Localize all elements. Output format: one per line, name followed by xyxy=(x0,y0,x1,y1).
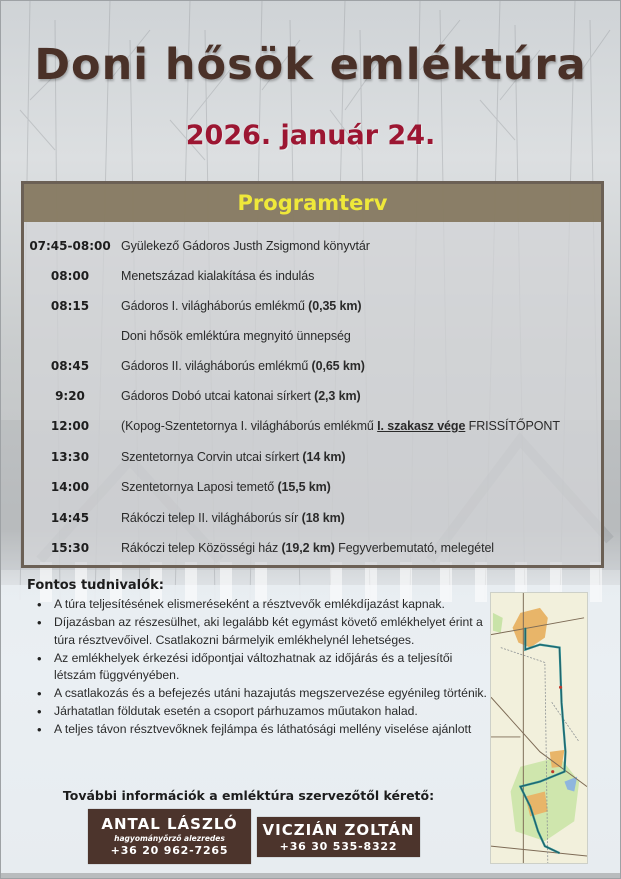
schedule-row xyxy=(24,236,601,256)
contact-name: VICZIÁN ZOLTÁN xyxy=(262,821,415,839)
event-date: 2026. január 24. xyxy=(185,120,436,151)
schedule-row xyxy=(24,416,601,436)
section-end-label: I. szakasz vége xyxy=(377,419,466,433)
row-description: Menetszázad kialakítása és indulás xyxy=(121,269,315,283)
program-schedule xyxy=(21,181,604,568)
row-description: Rákóczi telep II. világháborús sír (18 km) xyxy=(121,511,345,525)
row-distance: (15,5 km) xyxy=(277,480,331,494)
note-item: • A csatlakozás és a befejezés utáni hazajutás megszervezése egyénileg történik. xyxy=(37,685,487,703)
poster-title: Doni hősök emléktúra xyxy=(34,40,587,90)
row-description: Gádoros I. világháborús emlékmű (0,35 km) xyxy=(121,299,362,313)
schedule-row xyxy=(24,386,601,406)
route-map xyxy=(490,592,588,864)
notes-heading: Fontos tudnivalók: xyxy=(27,578,164,593)
note-item: • Díjazásban az részesülhet, aki legalább két egymást követő emlékhelyet érint a túra résztvevőivel. Csatlakozni bármelyik emlékhelynél lehetséges. xyxy=(37,614,487,649)
note-item: • A túra teljesítésének elismeréseként a résztvevők emlékdíjazást kapnak. xyxy=(37,596,487,614)
row-description: Gádoros Dobó utcai katonai sírkert (2,3 km) xyxy=(121,389,361,403)
schedule-row xyxy=(24,447,601,467)
row-distance: (14 km) xyxy=(302,450,346,464)
row-time: 07:45-08:00 xyxy=(29,239,111,253)
row-distance: (0,35 km) xyxy=(308,299,362,313)
row-distance: (0,65 km) xyxy=(311,359,365,373)
schedule-row xyxy=(24,296,601,316)
row-description: Rákóczi telep Közösségi ház (19,2 km) Fegyverbemutató, melegétel xyxy=(121,541,494,555)
contact-rank: hagyományőrző alezredes xyxy=(114,834,225,843)
row-time: 14:45 xyxy=(50,511,90,525)
contact-card-viczian xyxy=(257,817,420,857)
bottom-strip xyxy=(0,873,621,879)
row-description: Gyülekező Gádoros Justh Zsigmond könyvtár xyxy=(121,239,370,253)
row-description: (Kopog-Szentetornya I. világháborús emlékmű I. szakasz vége FRISSÍTŐPONT xyxy=(121,419,560,433)
contact-heading: További információk a emléktúra szervezőtől kérető: xyxy=(62,788,435,803)
contact-card-antal xyxy=(88,809,251,864)
row-distance: (19,2 km) xyxy=(281,541,335,555)
row-description: Szentetornya Laposi temető (15,5 km) xyxy=(121,480,331,494)
contact-phone[interactable]: +36 30 535-8322 xyxy=(279,840,398,853)
note-item: • Járhatatlan földutak esetén a csoport párhuzamos műutakon halad. xyxy=(37,703,487,721)
program-heading: Programterv xyxy=(24,184,601,222)
row-distance: (18 km) xyxy=(301,511,345,525)
row-time: 13:30 xyxy=(50,450,90,464)
row-description: Szentetornya Corvin utcai sírkert (14 km) xyxy=(121,450,346,464)
row-time: 08:15 xyxy=(50,299,90,313)
contact-phone[interactable]: +36 20 962-7265 xyxy=(110,844,229,857)
note-item: • A teljes távon résztvevőknek fejlámpa és láthatósági mellény viselése ajánlott xyxy=(37,721,487,739)
contact-name: ANTAL LÁSZLÓ xyxy=(101,815,238,833)
notes-list xyxy=(37,596,487,739)
schedule-row xyxy=(24,326,601,346)
schedule-row xyxy=(24,477,601,497)
row-distance: (2,3 km) xyxy=(314,389,361,403)
row-time: 08:00 xyxy=(50,269,90,283)
schedule-row xyxy=(24,538,601,558)
row-time: 15:30 xyxy=(50,541,90,555)
schedule-row xyxy=(24,356,601,376)
row-time: 08:45 xyxy=(50,359,90,373)
schedule-row xyxy=(24,266,601,286)
note-item: • Az emlékhelyek érkezési időpontjai változhatnak az időjárás és a teljesítői létszám függvényében. xyxy=(37,650,487,685)
map-graphic xyxy=(491,593,587,863)
row-time: 9:20 xyxy=(55,389,85,403)
row-description: Doni hősök emléktúra megnyitó ünnepség xyxy=(121,329,351,343)
row-time: 12:00 xyxy=(50,419,90,433)
schedule-row xyxy=(24,508,601,528)
row-time: 14:00 xyxy=(50,480,90,494)
row-description: Gádoros II. világháborús emlékmű (0,65 km) xyxy=(121,359,365,373)
